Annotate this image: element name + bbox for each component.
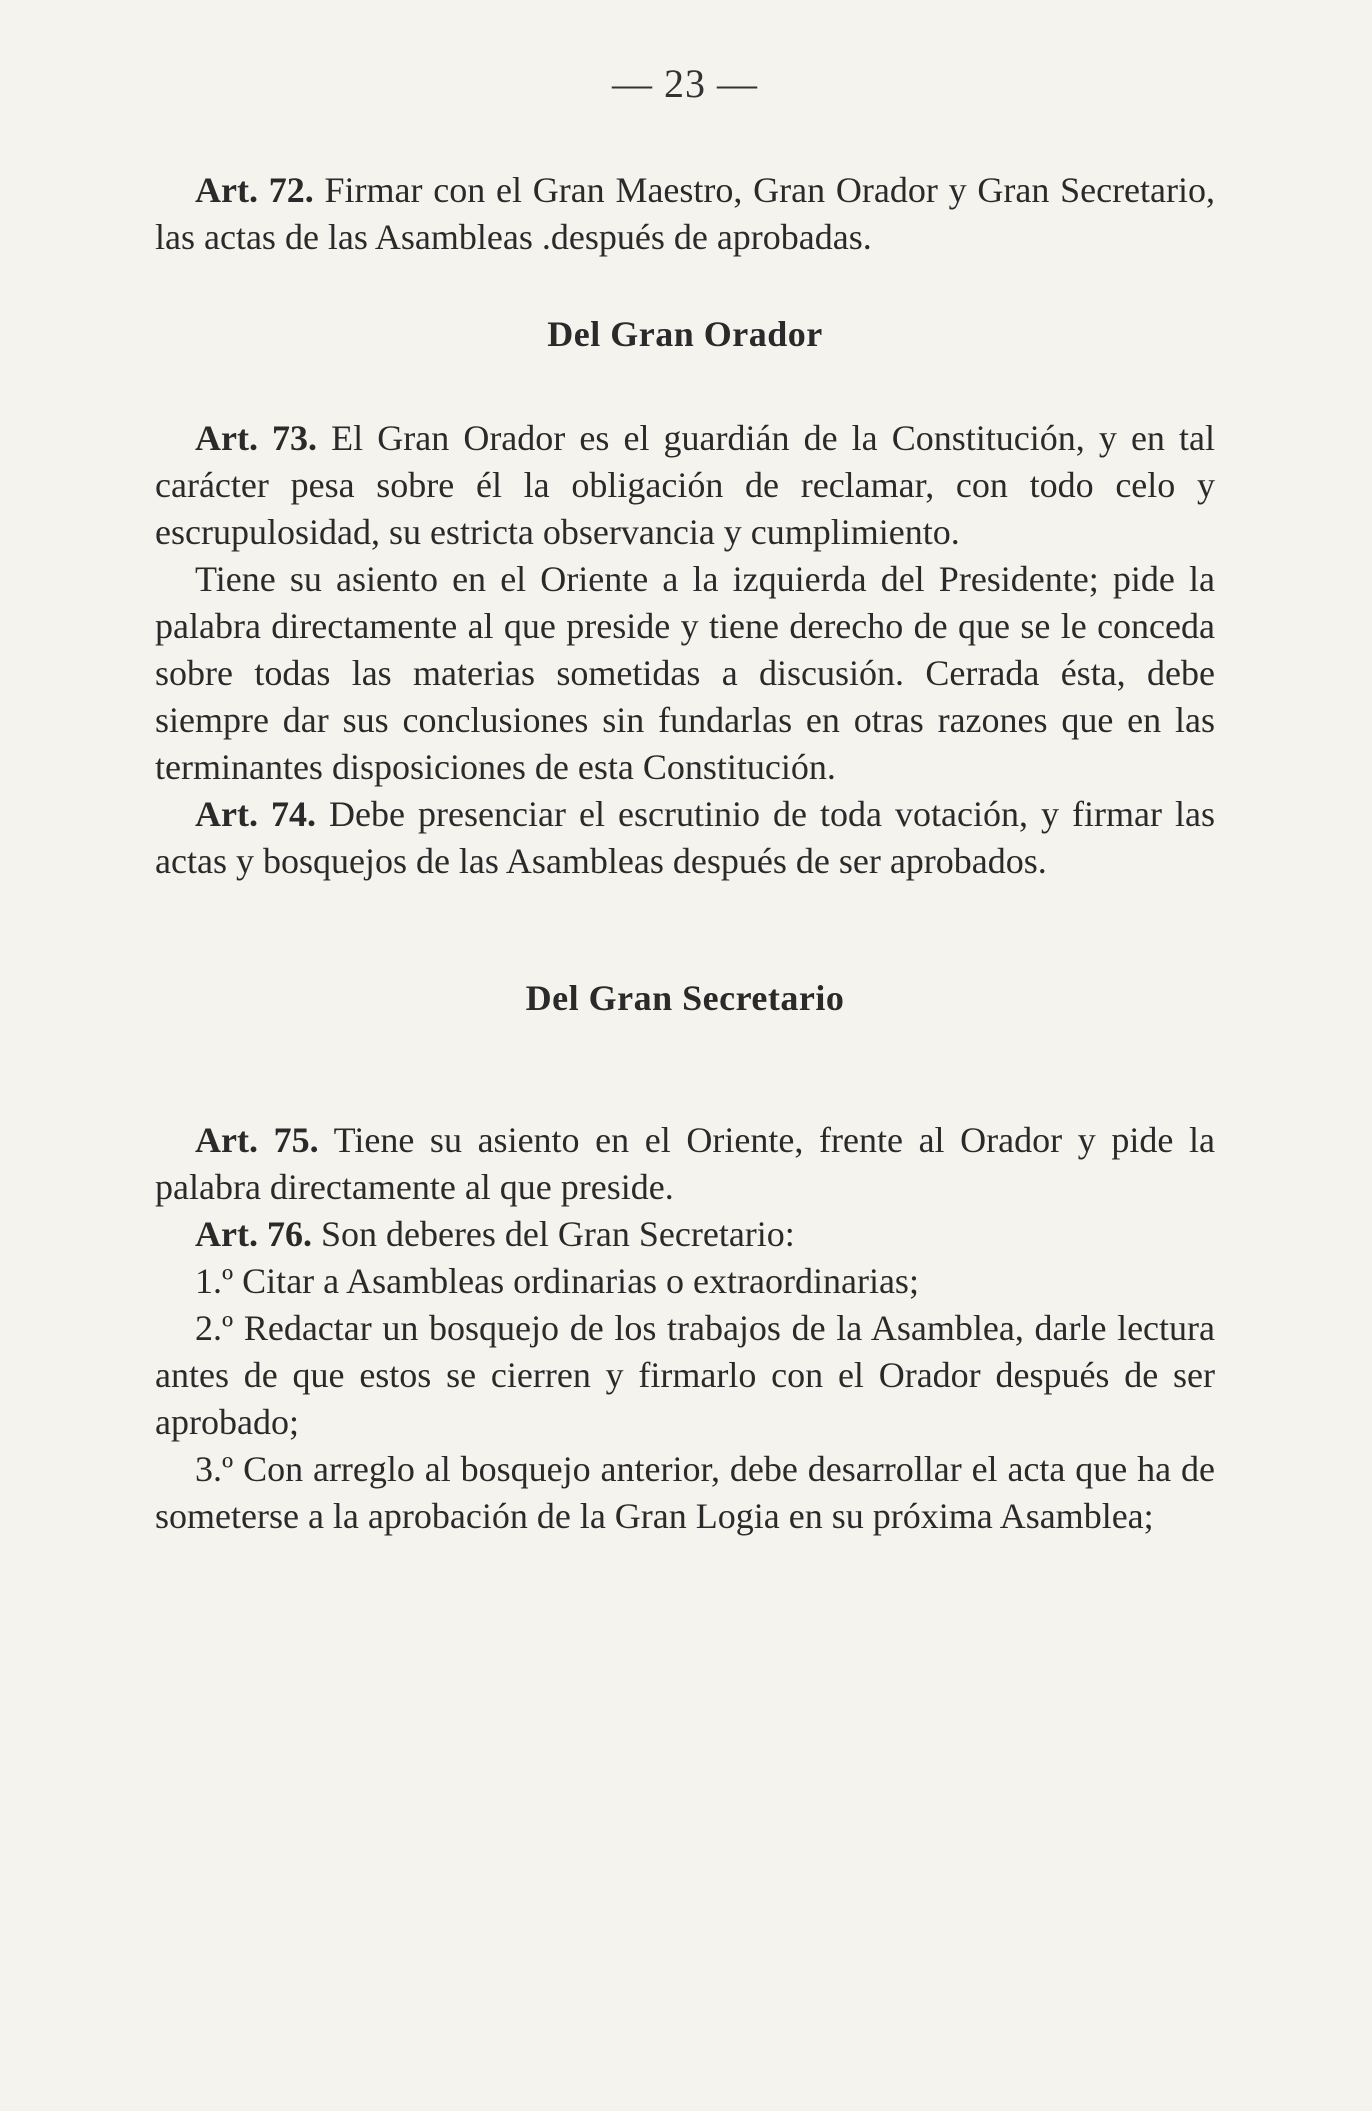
article-text: El Gran Orador es el guardián de la Constitución, y en tal carácter pesa sobre él la obligación de reclamar, con todo celo y escrupulosidad, su estricta observancia y cumplimiento. — [155, 418, 1215, 552]
article-75 — [155, 1117, 1215, 1211]
duty-item-3 — [155, 1446, 1215, 1540]
article-72 — [155, 167, 1215, 261]
document-page — [155, 60, 1215, 1540]
article-74 — [155, 791, 1215, 885]
duty-number: 1.º — [195, 1261, 234, 1301]
article-text: Tiene su asiento en el Oriente, frente al Orador y pide la palabra directamente al que preside. — [155, 1120, 1216, 1207]
section-heading-secretario: Del Gran Secretario — [525, 978, 845, 1018]
page-number: — 23 — — [612, 61, 758, 106]
article-text: Son deberes del Gran Secretario: — [320, 1214, 795, 1254]
article-label: Art. 75. — [195, 1120, 319, 1160]
duty-item-1 — [155, 1258, 1215, 1305]
article-text: Debe presenciar el escrutinio de toda votación, y firmar las actas y bosquejos de las Asambleas después de ser aprobados. — [155, 794, 1216, 881]
article-label: Art. 76. — [195, 1214, 312, 1254]
duty-item-2 — [155, 1305, 1215, 1446]
duty-number: 2.º — [195, 1308, 234, 1348]
article-label: Art. 73. — [195, 418, 318, 458]
duty-text: Con arreglo al bosquejo anterior, debe desarrollar el acta que ha de someterse a la aprobación de la Gran Logia en su próxima Asamblea; — [155, 1449, 1215, 1536]
article-label: Art. 72. — [195, 170, 314, 210]
article-label: Art. 74. — [195, 794, 316, 834]
duty-text: Redactar un bosquejo de los trabajos de la Asamblea, darle lectura antes de que estos se cierren y firmarlo con el Orador después de ser aprobado; — [155, 1308, 1215, 1442]
section-heading-orador: Del Gran Orador — [547, 314, 823, 354]
duty-number: 3.º — [195, 1449, 234, 1489]
duty-text: Citar a Asambleas ordinarias o extraordinarias; — [242, 1261, 919, 1301]
article-73 — [155, 415, 1215, 556]
article-text: Firmar con el Gran Maestro, Gran Orador y Gran Secretario, las actas de las Asambleas .después de aprobadas. — [155, 170, 1216, 257]
article-76 — [155, 1211, 1215, 1258]
orador-seat-paragraph: Tiene su asiento en el Oriente a la izquierda del Presidente; pide la palabra directamente al que preside y tiene derecho de que se le conceda sobre todas las materias sometidas a discusión. Cerrada ésta, debe siempre dar sus conclusiones sin fundarlas en otras razones que en las terminantes disposiciones de esta Constitución. — [155, 559, 1215, 787]
